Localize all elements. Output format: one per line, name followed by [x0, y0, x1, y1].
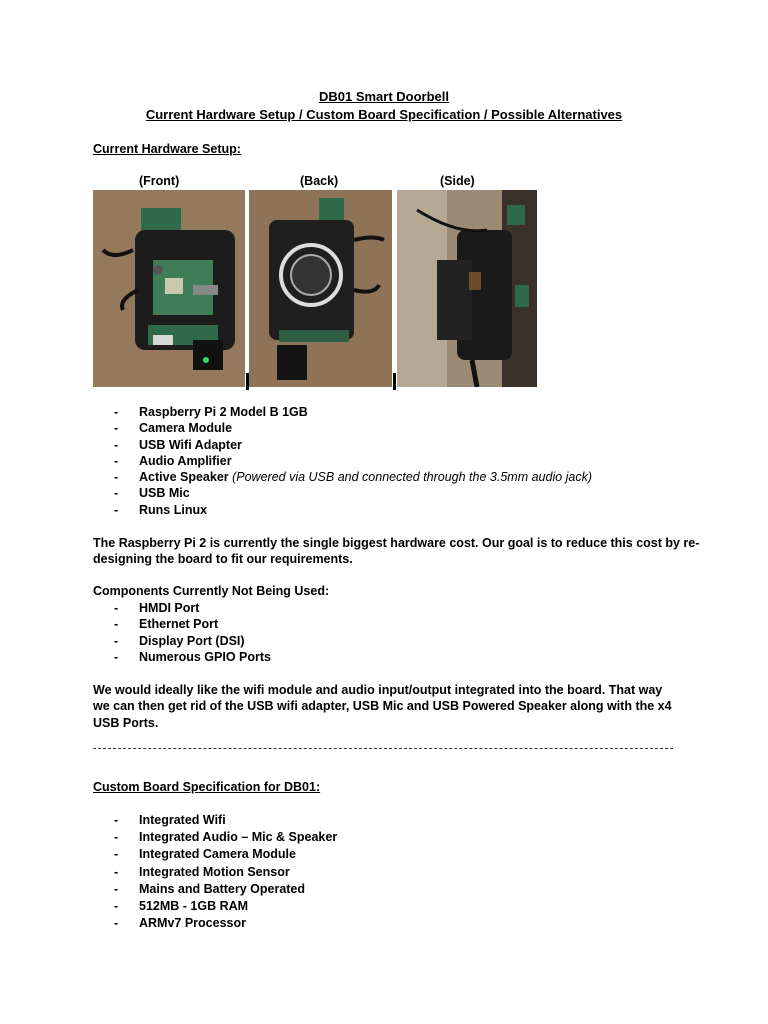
- doc-subtitle: Current Hardware Setup / Custom Board Specification / Possible Alternatives: [145, 107, 623, 122]
- document-page: DB01 Smart Doorbell Current Hardware Setup / Custom Board Specification / Possible Alternatives Current Hardware Setup: (Front) (Back) (Side) - Raspberry Pi 2 Model B 1GB - Camera Module - USB Wifi Adapter - Audio Amplifier - Active Speaker (Powered via USB and connected through the 3.5mm audio jack) - USB Mic - Runs Linux The Raspberry Pi 2 is currently the single biggest hardware cost. Our goal is to reduce this cost by re- designing the board to fit our requirements. Components Currently Not Being Used: - HMDI Port - Ethernet Port - Display Port (DSI) - Numerous GPIO Ports We would ideally like the wifi module and audio input/output integrated into the board. That way we can then get rid of the USB wifi adapter, USB Mic and USB Powered Speaker along with the x4 USB Ports. Custom Board Specification for DB01: - Integrated Wifi - Integrated Audio – Mic & Speaker - Integrated Camera Module - Integrated Motion Sensor - Mains and Battery Operated - 512MB - 1GB RAM - ARMv7 Processor: [0, 0, 768, 1024]
- cost-paragraph: The Raspberry Pi 2 is currently the single biggest hardware cost. Our goal is to reduce this cost by re- designing the board to fit our requirements.: [93, 536, 700, 567]
- doc-title: DB01 Smart Doorbell: [318, 89, 450, 104]
- current-setup-heading: Current Hardware Setup:: [93, 142, 241, 156]
- not-used-heading: Components Currently Not Being Used:: [93, 584, 330, 598]
- list-item-note: (Powered via USB and connected through the 3.5mm audio jack): [232, 470, 593, 485]
- integration-paragraph: We would ideally like the wifi module and audio input/output integrated into the board. That way we can then get rid of the USB wifi adapter, USB Mic and USB Powered Speaker along with the x4 USB Ports.: [93, 683, 672, 730]
- back-device-image: [249, 190, 392, 387]
- caption-back: (Back): [300, 174, 339, 188]
- custom-spec-heading: Custom Board Specification for DB01:: [93, 780, 321, 794]
- caption-side: (Side): [440, 174, 475, 188]
- photo-separator: [246, 373, 249, 390]
- front-device-image: [93, 190, 245, 387]
- photo-side: [397, 190, 537, 387]
- photo-back: [249, 190, 392, 387]
- caption-front: (Front): [139, 174, 180, 188]
- photo-front: [93, 190, 245, 387]
- side-device-image: [397, 190, 537, 387]
- photo-separator: [393, 373, 396, 390]
- section-divider: [93, 748, 673, 749]
